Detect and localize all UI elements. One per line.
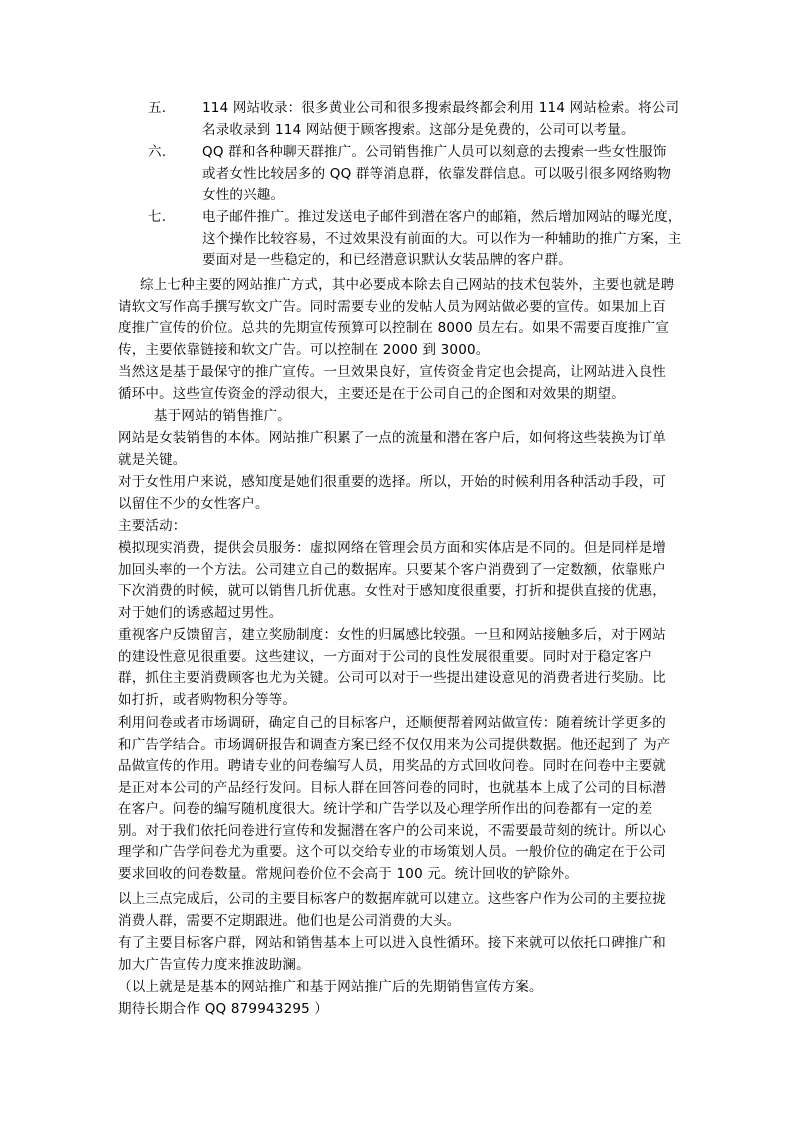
- activity-paragraph: 利用问卷或者市场调研，确定自己的目标客户，还顺便帮着网站做宣传：随着统计学更多的和广告学结合。市场调研报告和调查方案已经不仅仅用来为公司提供数据。他还起到了 为产品做宣传的作用。聘请专业的问卷编写人员，用奖品的方式回收问卷。同时在问卷中主要就是正对本公司的产品经行发问。目标人群在回答问卷的同时，也就基本上成了公司的目标潜在客户。问卷的编写随机度很大。统计学和广告学以及心理学所作出的问卷都有一定的差别。对于我们依托问卷进行宣传和发掘潜在客户的公司来说，不需要最苛刻的统计。所以心理学和广告学问卷尤为重要。这个可以交给专业的市场策划人员。一般价位的确定在于公司要求回收的问卷数量。常规问卷价位不会高于 100 元。统计回收的铲除外。: [118, 715, 671, 882]
- conservative-paragraph: 当然这是基于最保守的推广宣传。一旦效果良好，宣传资金肯定也会提高，让网站进入良性循环中。这些宣传资金的浮动很大，主要还是在于公司自己的企图和对效果的期望。: [118, 364, 666, 402]
- list-item: [148, 207, 688, 272]
- list-text: 114 网站收录：很多黄业公司和很多搜索最终都会利用 114 网站检索。将公司名录收录到 114 网站便于顾客搜索。这部分是免费的，公司可以考量。: [202, 100, 680, 138]
- activities-label: 主要活动：: [118, 518, 187, 534]
- summary-paragraph: 综上七种主要的网站推广方式，其中必要成本除去自己网站的技术包装外，主要也就是聘请软文写作高手撰写软文广告。同时需要专业的发帖人员为网站做必要的宣传。如果加上百度推广宣传的价位。总共的先期宣传预算可以控制在 8000 员左右。如果不需要百度推广宣传，主要依靠链接和软文广告。可以控制在 2000 到 3000。: [118, 277, 675, 358]
- cycle-paragraph: 有了主要目标客户群，网站和销售基本上可以进入良性循环。接下来就可以依托口碑推广和加大广告宣传力度来推波助澜。: [118, 935, 666, 973]
- list-item: [148, 142, 688, 207]
- section-heading: 基于网站的销售推广。: [154, 408, 291, 424]
- activity-paragraph: 模拟现实消费，提供会员服务：虚拟网络在管理会员方面和实体店是不同的。但是同样是增加回头率的一个方法。公司建立自己的数据库。只要某个客户消费到了一定数额，依靠账户下次消费的时候，就可以销售几折优惠。女性对于感知度很重要，打折和提供直接的优惠，对于她们的诱惑超过男性。: [118, 540, 666, 621]
- female-paragraph: 对于女性用户来说，感知度是她们很重要的选择。所以，开始的时候利用各种活动手段，可以留住不少的女性客户。: [118, 474, 666, 512]
- list-text: 电子邮件推广。推过发送电子邮件到潜在客户的邮箱，然后增加网站的曝光度，这个操作比较容易，不过效果没有前面的大。可以作为一种辅助的推广方案，主要面对是一些稳定的，和已经潜意识默认女装品牌的客户群。: [202, 209, 682, 268]
- list-item: [148, 98, 688, 141]
- list-number: 五.: [148, 100, 167, 116]
- contact-line: 期待长期合作 QQ 879943295 ）: [118, 1001, 329, 1017]
- list-number: 七.: [148, 209, 167, 225]
- activity-paragraph: 重视客户反馈留言，建立奖励制度：女性的归属感比较强。一旦和网站接触多后，对于网站的建设性意见很重要。这些建议，一方面对于公司的良性发展很重要。同时对于稳定客户群，抓住主要消费顾客也尤为关键。公司可以对于一些提出建设意见的消费者进行奖励。比如打折，或者购物积分等等。: [118, 627, 666, 708]
- closing-note: （以上就是是基本的网站推广和基于网站推广后的先期销售宣传方案。: [118, 979, 543, 995]
- intro-paragraph: 网站是女装销售的本体。网站推广积累了一点的流量和潜在客户后，如何将这些装换为订单就是关键。: [118, 430, 666, 468]
- list-number: 六.: [148, 144, 167, 160]
- complete-paragraph: 以上三点完成后，公司的主要目标客户的数据库就可以建立。这些客户作为公司的主要拉拢消费人群，需要不定期跟进。他们也是公司消费的大头。: [118, 891, 666, 929]
- list-text: QQ 群和各种聊天群推广。公司销售推广人员可以刻意的去搜索一些女性服饰或者女性比较居多的 QQ 群等消息群，依靠发群信息。可以吸引很多网络购物女性的兴趣。: [202, 144, 672, 203]
